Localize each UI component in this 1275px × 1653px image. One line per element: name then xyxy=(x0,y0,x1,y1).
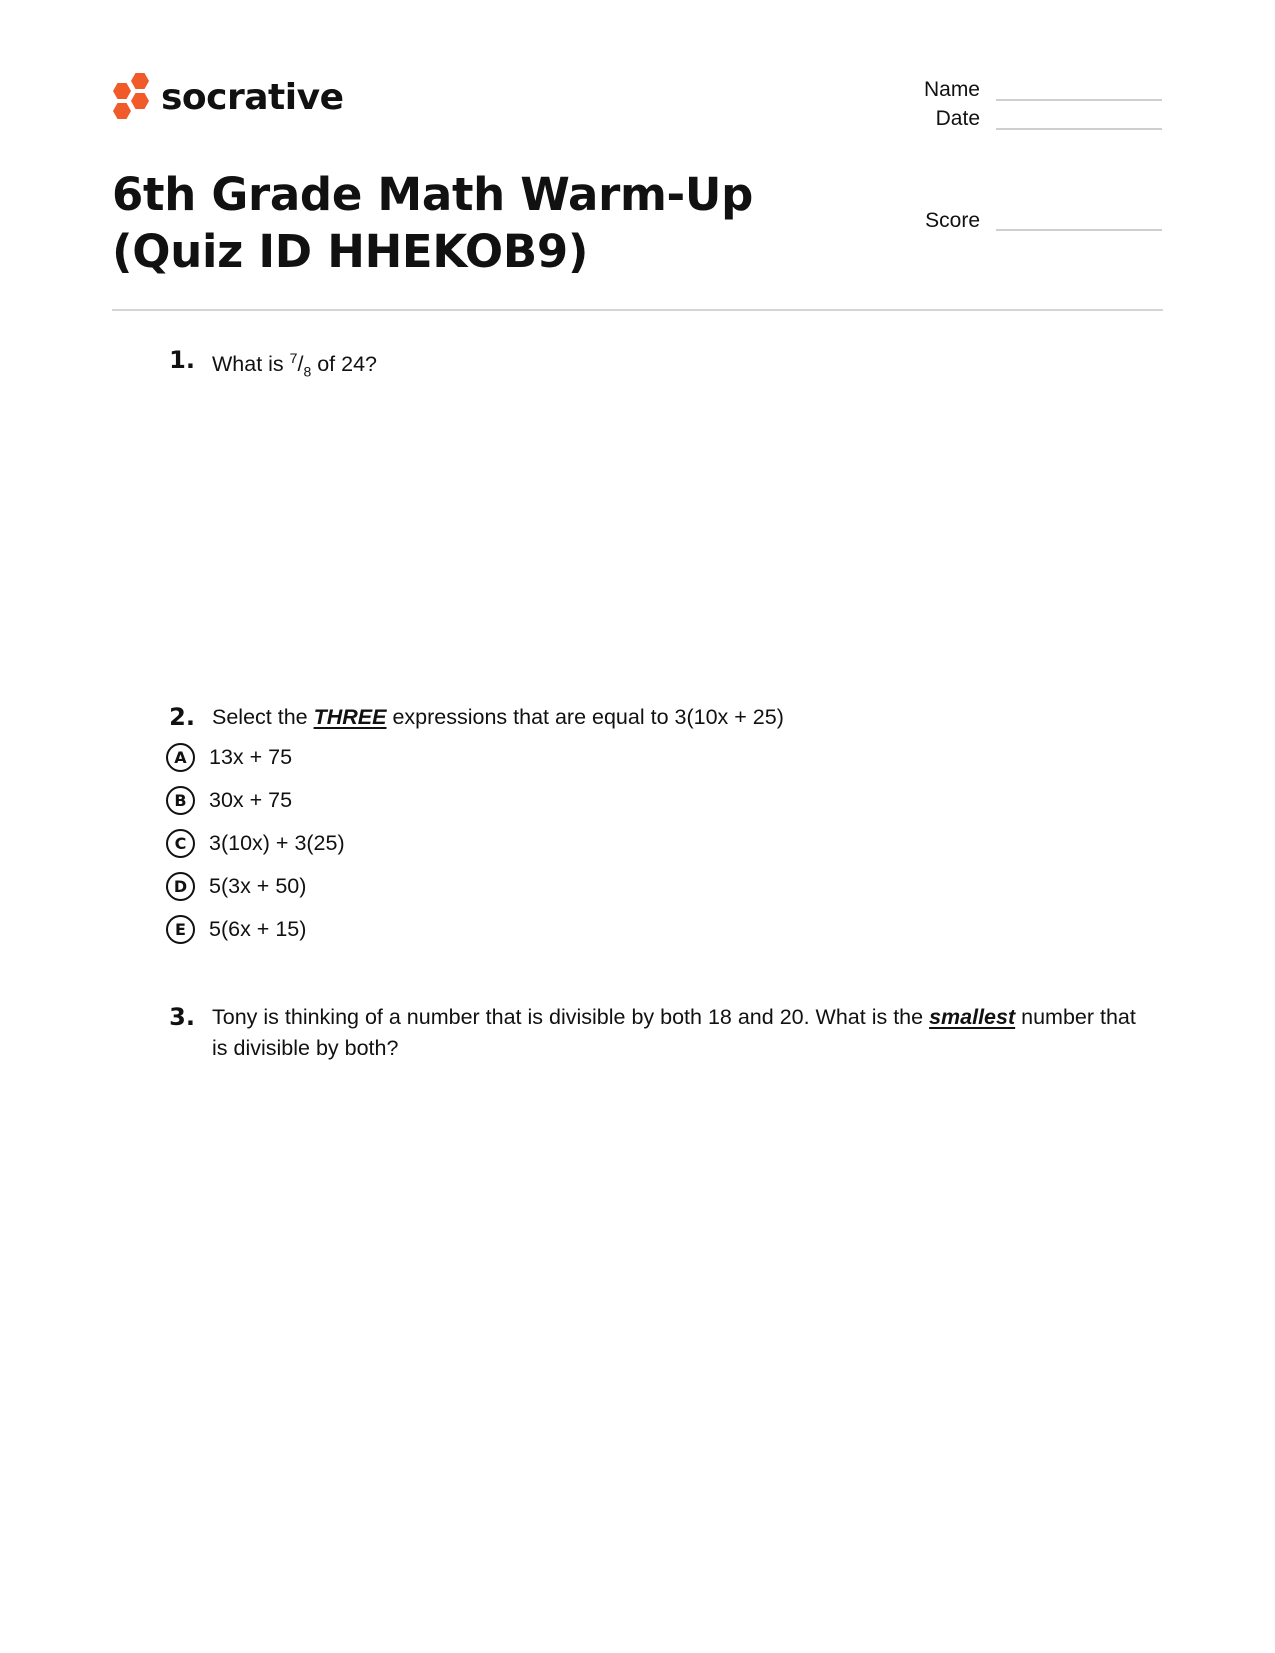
date-field[interactable] xyxy=(996,128,1162,130)
name-label: Name xyxy=(923,78,980,101)
question-1-text xyxy=(212,349,377,380)
question-2-number: 2. xyxy=(169,703,195,731)
option-e-bubble[interactable]: E xyxy=(166,915,195,944)
page-title: 6th Grade Math Warm-Up (Quiz ID HHEKOB9) xyxy=(112,168,754,278)
option-d[interactable] xyxy=(166,869,306,903)
fraction-denominator: 8 xyxy=(303,363,312,380)
option-c-text: 3(10x) + 3(25) xyxy=(209,830,345,855)
header-divider xyxy=(112,309,1163,311)
score-label: Score xyxy=(925,209,980,232)
hexagon-cluster-logo-icon xyxy=(111,73,151,123)
question-3-text-after: number that is divisible by both? xyxy=(212,1005,1136,1060)
question-2-emphasis: THREE xyxy=(313,705,387,729)
option-a-bubble[interactable]: A xyxy=(166,743,195,772)
question-3-number: 3. xyxy=(169,1003,195,1031)
question-1-text-after: of 24? xyxy=(311,352,377,376)
fraction-slash: / xyxy=(297,352,304,376)
option-d-bubble[interactable]: D xyxy=(166,872,195,901)
option-b[interactable] xyxy=(166,783,292,817)
question-3-text-before: Tony is thinking of a number that is divisible by both 18 and 20. What is the xyxy=(212,1005,930,1029)
option-d-text: 5(3x + 50) xyxy=(209,873,307,898)
question-1-number: 1. xyxy=(169,346,195,374)
date-label: Date xyxy=(935,107,980,130)
option-c-bubble[interactable]: C xyxy=(166,829,195,858)
fraction-numerator: 7 xyxy=(289,349,298,366)
option-b-bubble[interactable]: B xyxy=(166,786,195,815)
option-a-text: 13x + 75 xyxy=(209,744,293,769)
option-c[interactable] xyxy=(166,826,345,860)
option-e-text: 5(6x + 15) xyxy=(209,916,307,941)
question-2-text-before: Select the xyxy=(212,705,314,729)
question-3-text xyxy=(212,1002,1142,1064)
fraction xyxy=(289,349,312,380)
question-2-text-after: expressions that are equal to 3(10x + 25) xyxy=(386,705,784,729)
question-2-text xyxy=(212,702,784,733)
option-b-text: 30x + 75 xyxy=(209,787,293,812)
socrative-logo xyxy=(111,72,343,124)
question-3-emphasis: smallest xyxy=(929,1005,1016,1029)
option-e[interactable] xyxy=(166,912,306,946)
score-field[interactable] xyxy=(996,229,1162,231)
name-field[interactable] xyxy=(996,99,1162,101)
option-a[interactable] xyxy=(166,740,292,774)
brand-name: socrative xyxy=(161,77,344,118)
question-1-text-before: What is xyxy=(212,352,290,376)
